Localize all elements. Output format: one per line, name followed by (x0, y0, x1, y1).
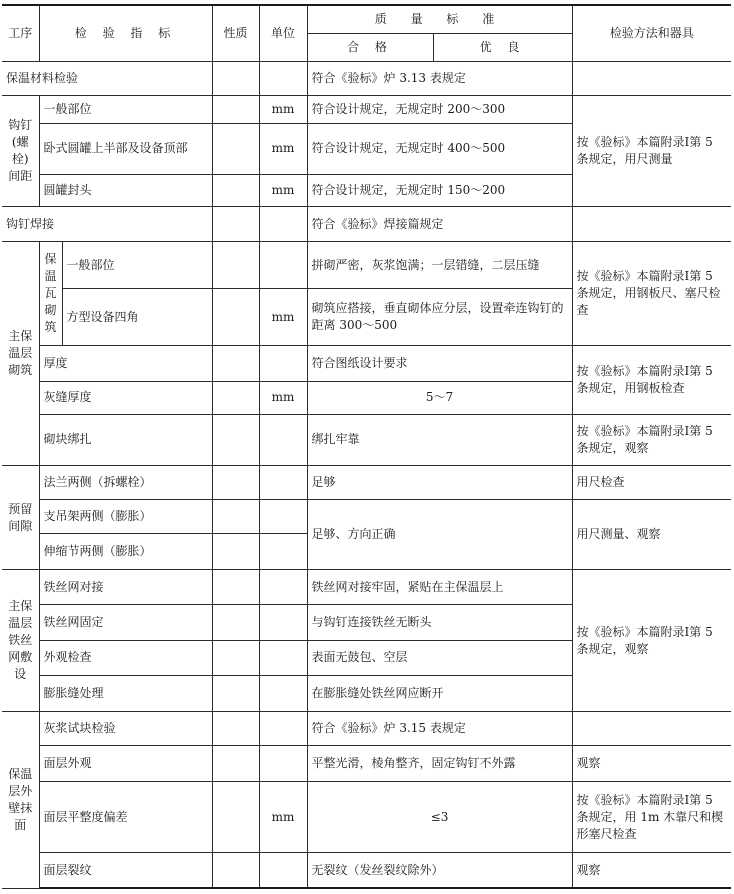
mesh-fix-label: 铁丝网固定 (39, 605, 212, 640)
surface-standard: 平整光滑，棱角整齐，固定钩钉不外露 (307, 745, 572, 781)
row-surface (2, 745, 731, 781)
header-method: 检验方法和器具 (572, 5, 731, 61)
tile-square-standard: 砌筑应搭接，垂直砌体应分层，设置牵连钩钉的距离 300～500 (307, 289, 572, 345)
expansion-label: 伸缩节两侧（膨胀） (39, 534, 212, 570)
mortar-label: 灰浆试块检验 (39, 711, 212, 745)
joint-unit: mm (259, 381, 307, 414)
material-check-nature (212, 61, 259, 95)
nail-general-standard: 符合设计规定，无规定时 200～300 (307, 95, 572, 123)
row-material-check (2, 61, 731, 95)
row-hanger (2, 500, 731, 534)
header-indicator: 检 验 指 标 (39, 5, 212, 61)
flange-method: 用尺检查 (572, 466, 731, 500)
thickness-method: 按《验标》本篇附录Ⅰ第 5 条规定，用钢板检查 (572, 345, 731, 414)
tile-square-unit: mm (259, 289, 307, 345)
mesh-look-label: 外观检查 (39, 640, 212, 675)
row-nail-weld (2, 207, 731, 242)
tile-general-label: 一般部位 (62, 242, 212, 289)
flange-label: 法兰两侧（拆螺栓） (39, 466, 212, 500)
row-tile-general (2, 242, 731, 289)
nail-spacing-group: 钩钉(螺栓)间距 (2, 95, 39, 206)
joint-standard: 5～7 (307, 381, 572, 414)
flatness-label: 面层平整度偏差 (39, 781, 212, 852)
material-check-unit (259, 61, 307, 95)
flatness-unit: mm (259, 781, 307, 852)
nail-general-unit: mm (259, 95, 307, 123)
mesh-joint-standard: 铁丝网对接牢固，紧贴在主保温层上 (307, 570, 572, 605)
nail-head-label: 圆罐封头 (39, 175, 212, 207)
header-excellent: 优 良 (433, 33, 572, 61)
mesh-method: 按《验标》本篇附录Ⅰ第 5 条规定，观察 (572, 570, 731, 711)
plaster-group: 保温层外壁抹面 (2, 711, 39, 888)
tile-square-label: 方型设备四角 (62, 289, 212, 345)
nail-head-standard: 符合设计规定，无规定时 150～200 (307, 175, 572, 207)
material-check-standard: 符合《验标》炉 3.13 表规定 (307, 61, 572, 95)
nail-tank-label: 卧式圆罐上半部及设备顶部 (39, 123, 212, 174)
nail-spacing-method: 按《验标》本篇附录Ⅰ第 5 条规定，用尺测量 (572, 95, 731, 206)
gap-group: 预留间隙 (2, 466, 39, 570)
mesh-look-standard: 表面无鼓包、空层 (307, 640, 572, 675)
header-process: 工序 (2, 5, 39, 61)
joint-label: 灰缝厚度 (39, 381, 212, 414)
row-thickness (2, 345, 731, 381)
nail-weld-label: 钩钉焊接 (2, 207, 212, 242)
bind-label: 砌块绑扎 (39, 414, 212, 465)
row-flange (2, 466, 731, 500)
header-unit: 单位 (259, 5, 307, 61)
header-row-top (2, 5, 731, 33)
row-nail-general (2, 95, 731, 123)
flatness-standard: ≤3 (307, 781, 572, 852)
nail-weld-standard: 符合《验标》焊接篇规定 (307, 207, 572, 242)
crack-standard: 无裂纹（发丝裂纹除外） (307, 853, 572, 888)
row-mortar (2, 711, 731, 745)
mortar-standard: 符合《验标》炉 3.15 表规定 (307, 711, 572, 745)
surface-method: 观察 (572, 745, 731, 781)
bind-method: 按《验标》本篇附录Ⅰ第 5 条规定，观察 (572, 414, 731, 465)
row-flatness (2, 781, 731, 852)
tile-general-standard: 拼砌严密，灰浆饱满；一层错缝，二层压缝 (307, 242, 572, 289)
gap-method: 用尺测量、观察 (572, 500, 731, 570)
flange-standard: 足够 (307, 466, 572, 500)
row-mesh-joint (2, 570, 731, 605)
surface-label: 面层外观 (39, 745, 212, 781)
header-nature: 性质 (212, 5, 259, 61)
row-crack (2, 853, 731, 888)
crack-label: 面层裂纹 (39, 853, 212, 888)
thickness-label: 厚度 (39, 345, 212, 381)
gap-standard: 足够、方向正确 (307, 500, 572, 570)
nail-tank-unit: mm (259, 123, 307, 174)
inspection-standard-table (2, 4, 731, 889)
mesh-exp-label: 膨胀缝处理 (39, 675, 212, 711)
mesh-exp-standard: 在膨胀缝处铁丝网应断开 (307, 675, 572, 711)
header-quality-standard: 质 量 标 准 (307, 5, 572, 33)
material-check-label: 保温材料检验 (2, 61, 212, 95)
material-check-method (572, 61, 731, 95)
bind-standard: 绑扎牢靠 (307, 414, 572, 465)
tile-masonry-group: 保温瓦砌筑 (39, 242, 62, 345)
header-qualified: 合 格 (307, 33, 433, 61)
mesh-fix-standard: 与钩钉连接铁丝无断头 (307, 605, 572, 640)
crack-method: 观察 (572, 853, 731, 888)
nail-general-label: 一般部位 (39, 95, 212, 123)
mesh-group: 主保温层铁丝网敷设 (2, 570, 39, 711)
hanger-label: 支吊架两侧（膨胀） (39, 500, 212, 534)
flatness-method: 按《验标》本篇附录Ⅰ第 5 条规定，用 1m 木靠尺和楔形塞尺检查 (572, 781, 731, 852)
tile-method: 按《验标》本篇附录Ⅰ第 5 条规定，用钢板尺、塞尺检查 (572, 242, 731, 345)
masonry-group: 主保温层砌筑 (2, 242, 39, 466)
nail-head-unit: mm (259, 175, 307, 207)
nail-tank-standard: 符合设计规定，无规定时 400～500 (307, 123, 572, 174)
thickness-standard: 符合图纸设计要求 (307, 345, 572, 381)
row-bind (2, 414, 731, 465)
mesh-joint-label: 铁丝网对接 (39, 570, 212, 605)
